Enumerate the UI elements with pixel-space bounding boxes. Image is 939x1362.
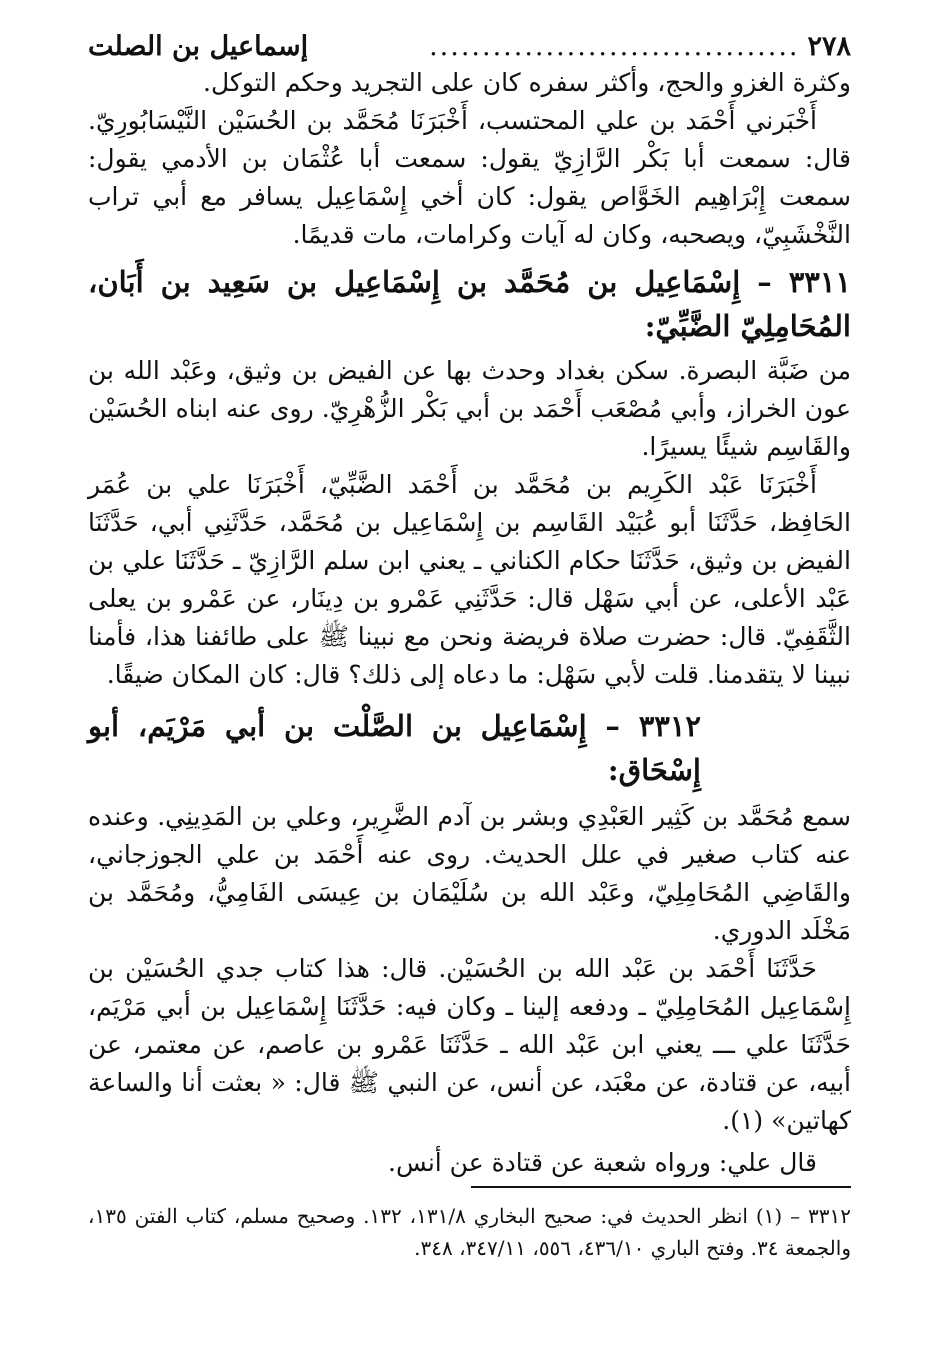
entry-heading-3311: ٣٣١١ – إِسْمَاعِيل بن مُحَمَّد بن إِسْمَاعِيل بن سَعِيد بن أَبَان، المُحَامِلِيّ الضَّبِّيّ:: [88, 265, 851, 343]
footnote: ٣٣١٢ – (١) انظر الحديث في: صحيح البخاري ١٣١/٨، ١٣٢. وصحيح مسلم، كتاب الفتن ١٣٥، والجمعة ٣٤. وفتح الباري ٤٣٦/١٠، ٥٥٦، ٣٤٧/١١، ٣٤٨.: [88, 1204, 851, 1260]
paragraph: سمع مُحَمَّد بن كَثِير العَبْدِي وبشر بن آدم الضَّرِير، وعلي بن المَدِينِي. وعنده عنه كتاب صغير في علل الحديث. روى عنه أَحْمَد بن علي الجوزجاني، والقَاضِي المُحَامِلِيّ، وعَبْد الله بن سُلَيْمَان بن عِيسَى الفَامِيُّ، ومُحَمَّد بن مَخْلَد الدوري.: [88, 802, 851, 945]
paragraph: أَخْبَرَنَا عَبْد الكَرِيم بن مُحَمَّد بن أَحْمَد الضَّبِّيّ، أَخْبَرَنَا علي بن عُمَر الحَافِظ، حَدَّثَنَا أبو عُبَيْد القَاسِم بن إِسْمَاعِيل بن مُحَمَّد، حَدَّثَنِي أبي، حَدَّثَنَا الفيض بن وثيق، حَدَّثَنَا حكام الكناني ـ يعني ابن سلم الرَّازِيّ ـ حَدَّثَنَا علي بن عَبْد الأعلى، عن أبي سَهْل قال: حَدَّثَنِي عَمْرو بن دِينَار، عن عَمْرو بن يعلى الثَّقَفِيّ. قال: حضرت صلاة فريضة ونحن مع نبينا ﷺ على طائفنا هذا، فأمنا نبينا لا يتقدمنا. قلت لأبي سَهْل: ما دعاه إلى ذلك؟ قال: كان المكان ضيقًا.: [88, 470, 851, 689]
footnote-separator: [471, 1186, 851, 1188]
paragraph: من ضَبَّة البصرة. سكن بغداد وحدث بها عن الفيض بن وثيق، وعَبْد الله بن عون الخراز، وأبي مُصْعَب أَحْمَد بن أبي بَكْر الزُّهْرِيّ. روى عنه ابناه الحُسَيْن والقَاسِم شيئًا يسيرًا.: [88, 356, 851, 461]
paragraph: وكثرة الغزو والحج، وأكثر سفره كان على التجريد وحكم التوكل.: [203, 68, 851, 97]
footnotes: [88, 1200, 851, 1264]
paragraph: حَدَّثَنَا أَحْمَد بن عَبْد الله بن الحُسَيْن. قال: هذا كتاب جدي الحُسَيْن بن إِسْمَاعِيل المُحَامِلِيّ ـ ودفعه إلينا ـ وكان فيه: حَدَّثَنَا إِسْمَاعِيل بن أبي مَرْيَم، حَدَّثَنَا علي ـــ يعني ابن عَبْد الله ـ حَدَّثَنَا عَمْرو بن عاصم، عن معتمر، عن أبيه، عن قتادة، عن معْبَد، عن أنس، عن النبي ﷺ قال: « بعثت أنا والساعة كهاتين» (١).: [88, 954, 851, 1135]
page-number: ٢٧٨: [807, 31, 851, 62]
main-text: [88, 64, 851, 1140]
closing-line: قال علي: ورواه شعبة عن قتادة عن أنس.: [388, 1148, 817, 1177]
paragraph: أَخْبَرني أَحْمَد بن علي المحتسب، أَخْبَرَنَا مُحَمَّد بن الحُسَيْن النَّيْسَابُورِيّ. قال: سمعت أبا بَكْر الرَّازِيّ يقول: سمعت أبا عُثْمَان بن الأدمي يقول: سمعت إِبْرَاهِيم الخَوَّاص يقول: كان أخي إِسْمَاعِيل يسافر مع أبي تراب النَّخْشَبِيّ، ويصحبه، وكان له آيات وكرامات، مات قديمًا.: [88, 106, 851, 249]
running-title: إسماعيل بن الصلت: [88, 31, 309, 62]
running-header: [88, 30, 851, 64]
entry-heading-3312: ٣٣١٢ – إِسْمَاعِيل بن الصَّلْت بن أبي مَرْيَم، أبو إِسْحَاق:: [88, 709, 701, 787]
header-leader-dots: ...................................: [429, 31, 800, 62]
